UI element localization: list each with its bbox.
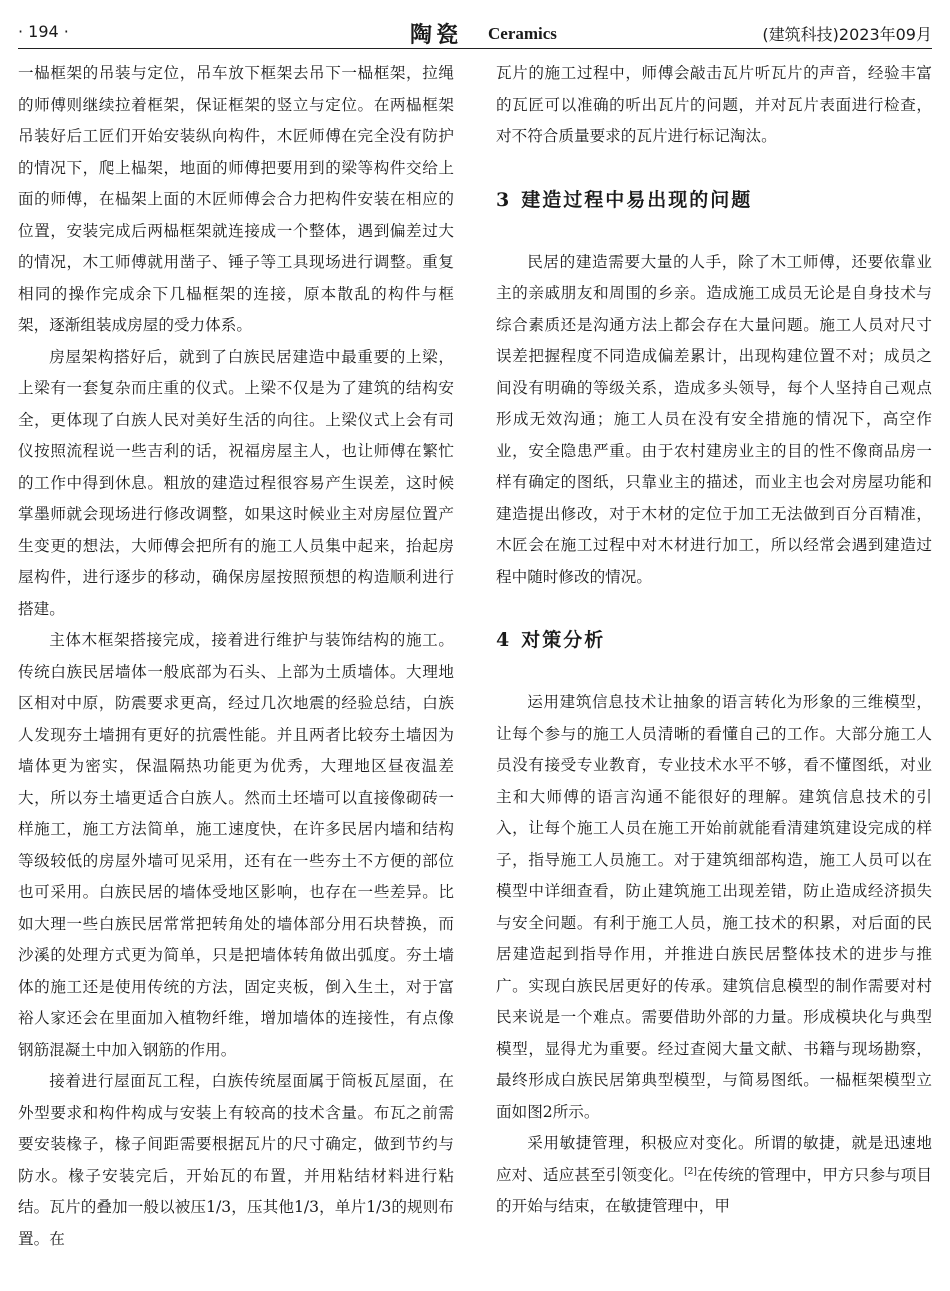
right-paragraph-4	[496, 1128, 932, 1223]
left-paragraph-3: 主体木框架搭接完成，接着进行维护与装饰结构的施工。传统白族民居墙体一般底部为石头、上部为土质墙体。大理地区相对中原，防震要求更高，经过几次地震的经验总结，白族人发现夯土墙拥有更好的抗震性能。并且两者比较夯土墙因为墙体更为密实，保温隔热功能更为优秀，大理地区昼夜温差大，所以夯土墙更适合白族人。然而土坯墙可以直接像砌砖一样施工，施工方法简单，施工速度快，在许多民居内墙和结构等级较低的房屋外墙可见采用，还有在一些夯土不方便的部位也可采用。白族民居的墙体受地区影响，也存在一些差异。比如大理一些白族民居常常把转角处的墙体部分用石块替换，而沙溪的处理方式更为简单，只是把墙体转角做出弧度。夯土墙体的施工还是使用传统的方法，固定夹板，倒入生土，对于富裕人家还会在里面加入植物纤维，增加墙体的连接性，有点像钢筋混凝土中加入钢筋的作用。	[18, 631, 454, 1059]
section-4-title: 对策分析	[521, 629, 606, 651]
journal-brand: Ceramics	[488, 24, 557, 43]
right-paragraph-1: 瓦片的施工过程中，师傅会敲击瓦片听瓦片的声音，经验丰富的瓦匠可以准确的听出瓦片的问题，并对瓦片表面进行检查，对不符合质量要求的瓦片进行标记淘汰。	[496, 64, 932, 145]
journal-issue: (建筑科技)2023年09月	[762, 25, 932, 44]
section-3-number: 3	[496, 188, 512, 211]
left-column	[18, 58, 454, 1283]
right-paragraph-2: 民居的建造需要大量的人手，除了木工师傅，还要依靠业主的亲戚朋友和周围的乡亲。造成施工成员无论是自身技术与综合素质还是沟通方法上都会存在大量问题。施工人员对尺寸误差把握程度不同造成偏差累计，出现构建位置不对；成员之间没有明确的等级关系，造成多头领导，每个人坚持自己观点形成无效沟通；施工人员在没有安全措施的情况下，高空作业，安全隐患严重。由于农村建房业主的目的性不像商品房一样有确定的图纸，只靠业主的描述，而业主也会对房屋功能和建造提出修改，对于木材的定位于加工无法做到百分百精准，木匠会在施工过程中对木材进行加工，所以经常会遇到建造过程中随时修改的情况。	[496, 252, 932, 586]
right-paragraph-4-b: 在传统的管理中，甲方只参与项目的开始与结束，在敏捷管理中，甲	[496, 1165, 932, 1215]
journal-logo: 陶瓷	[410, 22, 463, 48]
left-paragraph-1: 一榀框架的吊装与定位，吊车放下框架去吊下一榀框架，拉绳的师傅则继续拉着框架，保证框架的竖立与定位。在两榀框架吊装好后工匠们开始安装纵向构件，木匠师傅在完全没有防护的情况下，爬上榀架，地面的师傅把要用到的梁等构件交给上面的师傅，在榀架上面的木匠师傅会合力把构件安装在相应的位置，安装完成后两榀框架就连接成一个整体，遇到偏差过大的情况，木工师傅就用凿子、锤子等工具现场进行调整。重复相同的操作完成余下几榀框架的连接，原本散乱的构件与框架，逐渐组装成房屋的受力体系。	[18, 64, 454, 334]
left-paragraph-2: 房屋架构搭好后，就到了白族民居建造中最重要的上梁，上梁有一套复杂而庄重的仪式。上梁不仅是为了建筑的结构安全，更体现了白族人民对美好生活的向往。上梁仪式上会有司仪按照流程说一些吉利的话，祝福房屋主人，也让师傅在繁忙的工作中得到休息。粗放的建造过程很容易产生误差，这时候掌墨师就会现场进行修改调整，如果这时候业主对房屋位置产生变更的想法，大师傅会把所有的施工人员集中起来，抬起房屋构件，进行逐步的移动，确保房屋按照预想的构造顺利进行搭建。	[18, 347, 454, 618]
right-column	[496, 58, 932, 1283]
citation-ref[interactable]: [2]	[684, 1166, 697, 1177]
right-paragraph-4-a: 采用敏捷管理，积极应对变化。所谓的敏捷，就是迅速地应对、适应甚至引领变化。	[496, 1134, 932, 1184]
page-number: · 194 ·	[18, 22, 69, 41]
section-4-number: 4	[496, 629, 512, 651]
section-4-heading	[496, 593, 932, 687]
right-paragraph-3: 运用建筑信息技术让抽象的语言转化为形象的三维模型，让每个参与的施工人员清晰的看懂自己的工作。大部分施工人员没有接受专业教育，专业技术水平不够，看不懂图纸，对业主和大师傅的语言沟通不能很好的理解。建筑信息技术的引入，让每个施工人员在施工开始前就能看清建筑建设完成的样子，指导施工人员施工。对于建筑细部构造，施工人员可以在模型中详细查看，防止建筑施工出现差错，防止造成经济损失与安全问题。有利于施工人员，施工技术的积累，对后面的民居建造起到指导作用，并推进白族民居整体技术的进步与推广。实现白族民居更好的传承。建筑信息模型的制作需要对村民来说是一个难点。需要借助外部的力量。形成模块化与典型模型，显得尤为重要。经过查阅大量文献、书籍与现场勘察，最终形成白族民居第典型模型，与简易图纸。一榀框架模型立面如图2所示。	[496, 693, 932, 1121]
section-3-title: 建造过程中易出现的问题	[521, 188, 753, 211]
header-rule	[18, 48, 932, 49]
section-3-heading	[496, 153, 932, 247]
page-header	[18, 18, 932, 48]
left-paragraph-4: 接着进行屋面瓦工程，白族传统屋面属于筒板瓦屋面，在外型要求和构件构成与安装上有较高的技术含量。布瓦之前需要安装椽子，椽子间距需要根据瓦片的尺寸确定，做到节约与防水。椽子安装完后，开始瓦的布置，并用粘结材料进行粘结。瓦片的叠加一般以被压1/3，压其他1/3，单片1/3的规则布置。在	[18, 1072, 454, 1248]
